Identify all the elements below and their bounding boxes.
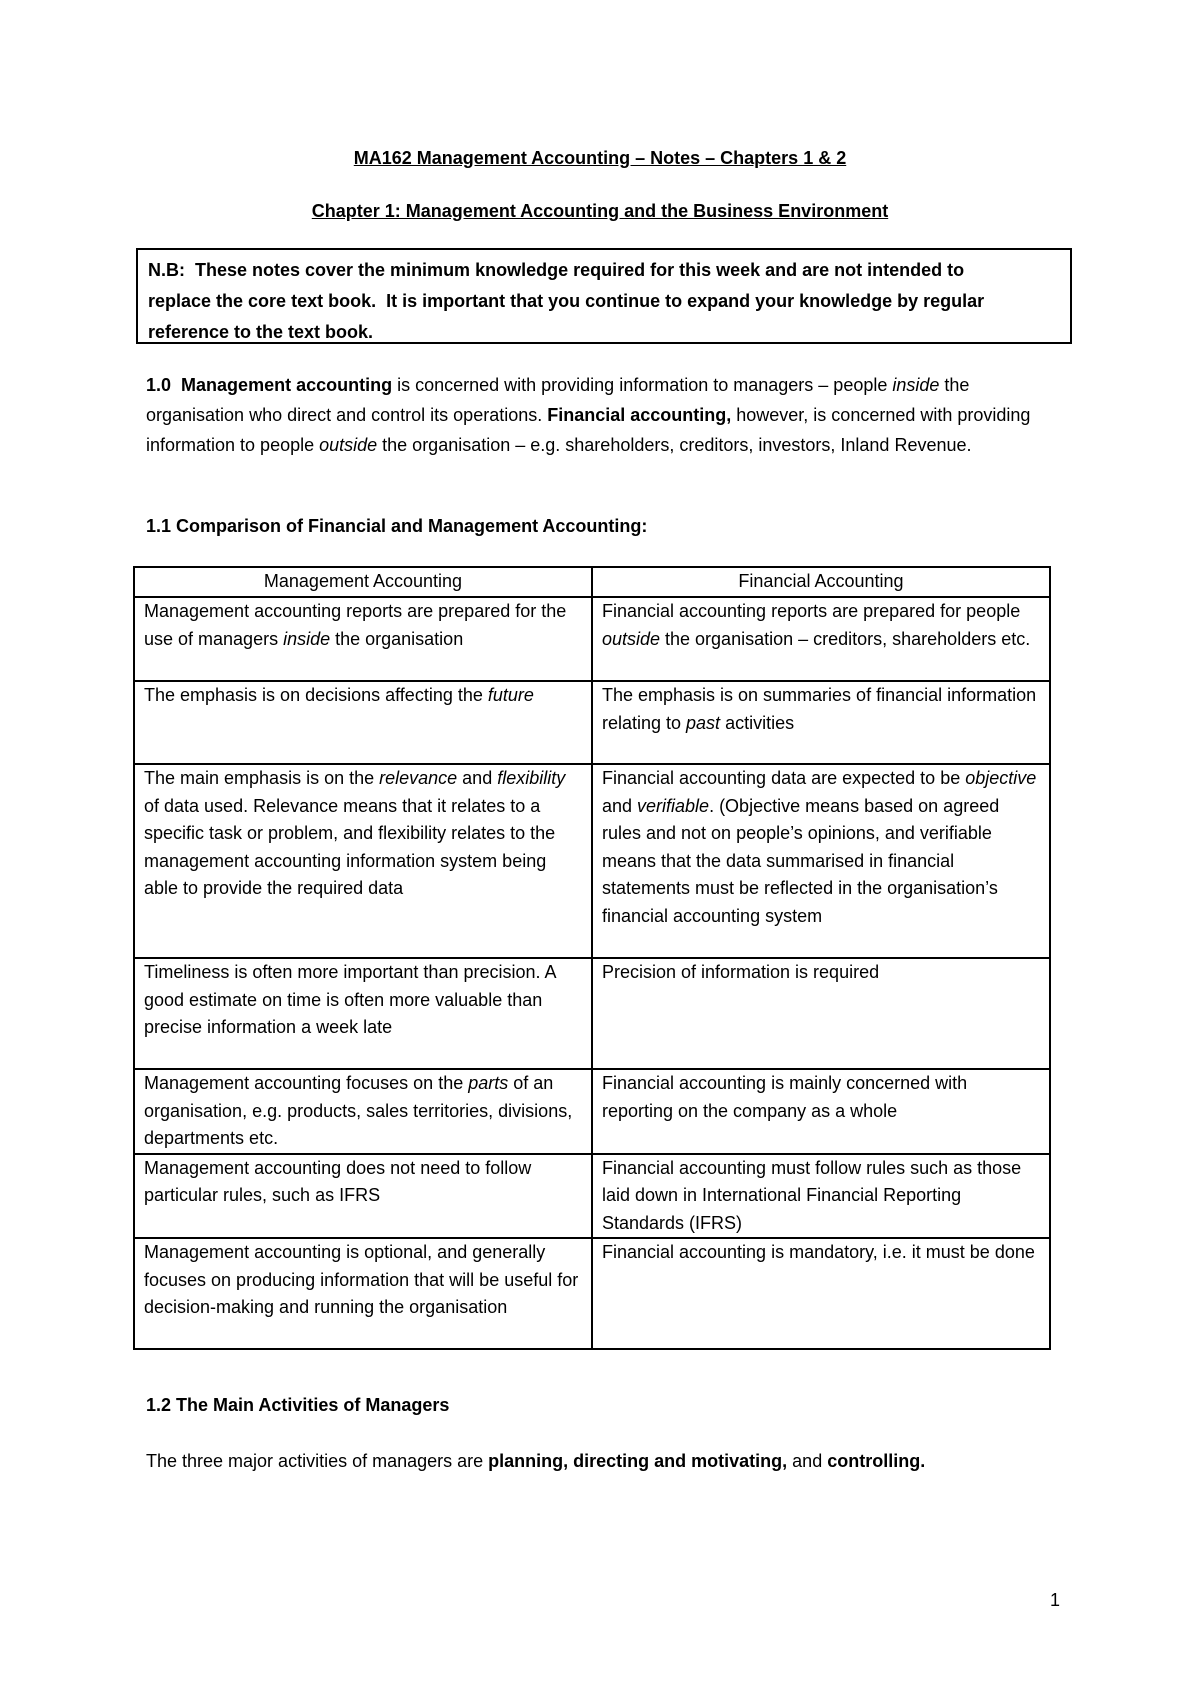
intro-paragraph (146, 370, 1066, 460)
cell-emphasis: relevance (379, 768, 458, 788)
activities-bold-1: planning, directing and motivating, (488, 1451, 788, 1471)
cell-text: The emphasis is on decisions affecting the (144, 685, 488, 705)
cell-text: and (601, 795, 638, 816)
cell-text: the organisation (330, 628, 464, 649)
cell-text: Financial accounting data are expected to be (601, 768, 966, 788)
table-row (134, 681, 1050, 764)
cell-emphasis: objective (965, 768, 1037, 788)
cell-emphasis: parts (468, 1073, 509, 1093)
cell-text: the organisation – creditors, shareholders etc. (660, 628, 1031, 649)
page-number: 1 (1050, 1590, 1061, 1610)
cell-emphasis: verifiable (637, 795, 710, 816)
intro-text-1: is concerned with providing information to managers – people (392, 375, 893, 395)
intro-em-outside: outside (319, 435, 378, 455)
cell-text: Management accounting reports are prepared for the use of managers (144, 601, 567, 649)
term-management-accounting: Management accounting (181, 375, 393, 395)
chapter-title: Chapter 1: Management Accounting and the Business Environment (311, 201, 889, 221)
cell-emphasis: past (686, 712, 721, 733)
intro-text-4: the organisation – e.g. shareholders, creditors, investors, Inland Revenue. (377, 435, 972, 455)
cell-text: The emphasis is on summaries of financial information relating to (601, 685, 1037, 733)
cell-financial (592, 597, 1050, 681)
nb-notice-box (136, 248, 1072, 344)
activities-bold-2: controlling. (827, 1451, 926, 1471)
cell-text: . (Objective means based on agreed rules and not on people’s opinions, and verifiable means that the data summarised in financial statements must be reflected in the organisation’s financial accounting system (601, 795, 1000, 926)
cell-financial: Financial accounting is mandatory, i.e. it must be done (592, 1238, 1050, 1349)
cell-emphasis: outside (601, 628, 661, 649)
table-row (134, 1069, 1050, 1154)
cell-financial (592, 681, 1050, 764)
intro-number: 1.0 (146, 375, 172, 395)
cell-text: activities (720, 712, 795, 733)
cell-text: Management accounting focuses on the (144, 1073, 469, 1093)
table-row (134, 958, 1050, 1069)
cell-financial: Financial accounting must follow rules such as those laid down in International Financial Reporting Standards (IFRS) (592, 1154, 1050, 1239)
activities-text-1: The three major activities of managers are (146, 1451, 489, 1471)
activities-heading: 1.2 The Main Activities of Managers (146, 1395, 450, 1415)
cell-financial: Precision of information is required (592, 958, 1050, 1069)
intro-text-2: the organisation who direct and control its operations. (146, 375, 970, 425)
comparison-table (133, 566, 1051, 1350)
nb-line-3: reference to the text book. (148, 322, 374, 342)
cell-management: Management accounting does not need to follow particular rules, such as IFRS (134, 1154, 592, 1239)
cell-text: of data used. Relevance means that it relates to a specific task or problem, and flexibility relates to the management accounting information system being able to provide the required data (144, 795, 556, 898)
activities-text-2: and (787, 1451, 828, 1471)
cell-text: and (457, 768, 498, 788)
table-row (134, 597, 1050, 681)
activities-paragraph (146, 1446, 1066, 1476)
cell-text: of an organisation, e.g. products, sales territories, divisions, departments etc. (144, 1073, 573, 1148)
comparison-heading: 1.1 Comparison of Financial and Management Accounting: (146, 516, 648, 536)
header-management-accounting: Management Accounting (134, 567, 592, 597)
cell-management (134, 681, 592, 764)
term-financial-accounting: Financial accounting, (547, 405, 732, 425)
table-header-row (134, 567, 1050, 597)
cell-financial (592, 764, 1050, 958)
cell-management (134, 1069, 592, 1154)
nb-line-2: replace the core text book. It is important that you continue to expand your knowledge by regular (148, 291, 985, 311)
cell-financial: Financial accounting is mainly concerned with reporting on the company as a whole (592, 1069, 1050, 1154)
nb-line-1: N.B: These notes cover the minimum knowledge required for this week and are not intended to (148, 260, 965, 280)
cell-management: Management accounting is optional, and generally focuses on producing information that will be useful for decision-making and running the organisation (134, 1238, 592, 1349)
document-title: MA162 Management Accounting – Notes – Chapters 1 & 2 (353, 148, 847, 168)
cell-emphasis: inside (283, 628, 331, 649)
cell-emphasis: flexibility (497, 768, 566, 788)
table-row (134, 1238, 1050, 1349)
header-financial-accounting: Financial Accounting (592, 567, 1050, 597)
cell-management: Timeliness is often more important than precision. A good estimate on time is often more valuable than precise information a week late (134, 958, 592, 1069)
cell-emphasis: future (487, 685, 534, 705)
cell-management (134, 597, 592, 681)
table-row (134, 1154, 1050, 1239)
table-row (134, 764, 1050, 958)
intro-text-3: however, is concerned with providing information to people (146, 405, 1031, 455)
intro-em-inside: inside (892, 375, 940, 395)
cell-text: The main emphasis is on the (144, 768, 380, 788)
cell-text: Financial accounting reports are prepared for people (601, 601, 1021, 621)
cell-management (134, 764, 592, 958)
